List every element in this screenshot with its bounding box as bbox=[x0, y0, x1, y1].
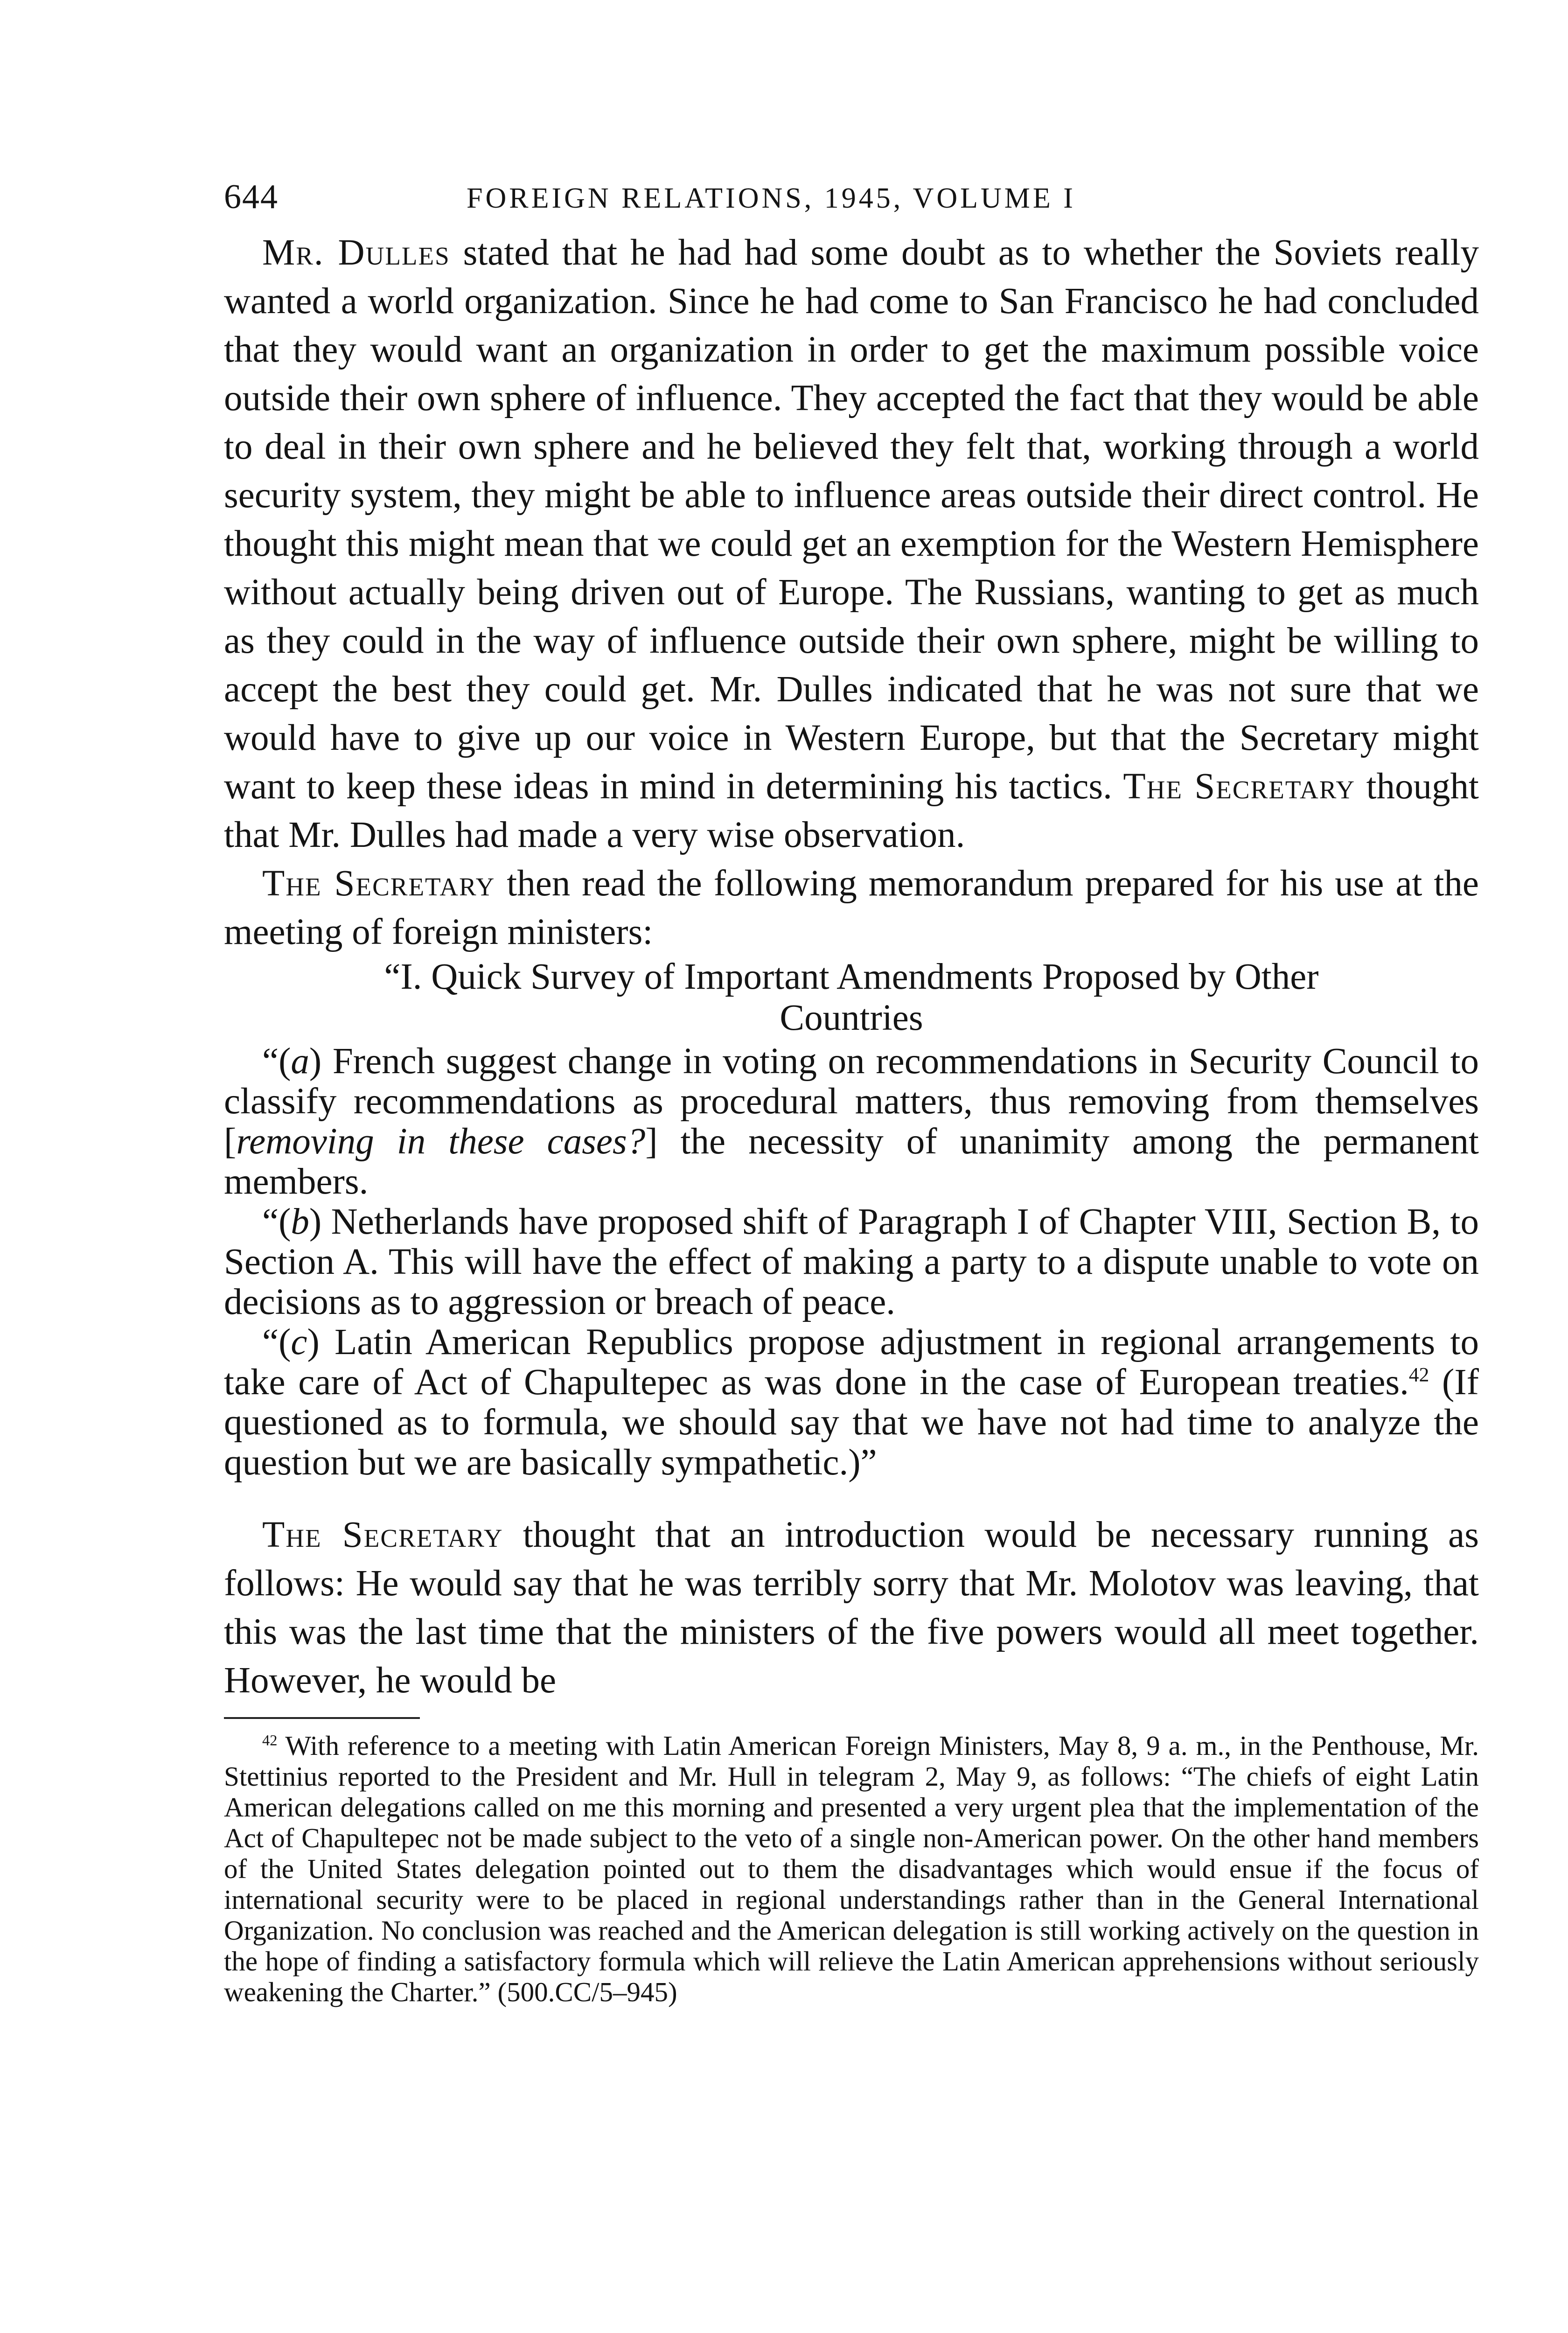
body-text-continued bbox=[224, 1511, 1479, 1705]
memo-item-a bbox=[224, 1041, 1479, 1202]
memo-title-tail: Countries bbox=[780, 998, 923, 1038]
speaker-secretary: The Secretary bbox=[1123, 766, 1356, 807]
memo-title-lead: “I. Quick Survey of Important Amendments Proposed by Other bbox=[384, 957, 1319, 997]
memo-item-b bbox=[224, 1202, 1479, 1322]
running-title: FOREIGN RELATIONS, 1945, VOLUME I bbox=[467, 182, 1076, 214]
memo-title bbox=[224, 957, 1479, 1039]
paragraph-dulles bbox=[224, 229, 1479, 859]
body-text bbox=[224, 229, 1479, 957]
document-page bbox=[224, 177, 1479, 2007]
memo-item-b-open: “( bbox=[262, 1201, 291, 1242]
memo-item-c-text-2: (If questioned as to formula, we should say that we have not had time to analyze the question but we are basically sympathetic.)” bbox=[224, 1362, 1479, 1483]
memo-item-a-text-1: ) French suggest change in voting on recommendations in Security Council to classify recommendations as procedural matters, thus removing from themselves [ bbox=[224, 1041, 1479, 1162]
running-header bbox=[224, 177, 1479, 229]
memo-item-a-text-2: ] the necessity of unanimity among the permanent members. bbox=[224, 1121, 1479, 1202]
memo-item-c-letter: c bbox=[291, 1322, 307, 1362]
paragraph-memo-intro-text: then read the following memorandum prepared for his use at the meeting of foreign ministers: bbox=[224, 863, 1479, 952]
footnote bbox=[224, 1730, 1479, 2007]
speaker-secretary: The Secretary bbox=[262, 863, 495, 904]
page-number: 644 bbox=[224, 178, 279, 216]
paragraph-introduction bbox=[224, 1511, 1479, 1705]
footnote-divider bbox=[224, 1717, 420, 1719]
paragraph-introduction-text: thought that an introduction would be necessary running as follows: He would say that he was terribly sorry that Mr. Molotov was leaving, that this was the last time that the ministers of the five powers would all meet together. However, he would be bbox=[224, 1515, 1479, 1701]
footnote-number: 42 bbox=[262, 1732, 278, 1749]
memo-item-a-editorial-note: removing in these cases? bbox=[236, 1121, 646, 1162]
paragraph-dulles-text-b: thought that Mr. Dulles had made a very wise observation. bbox=[224, 766, 1479, 855]
footnote-text: With reference to a meeting with Latin American Foreign Ministers, May 8, 9 a. m., in the Penthouse, Mr. Stettinius reported to the President and Mr. Hull in telegram 2, May 9, as follows: “The chiefs of eight Latin American delegations called on me this morning and presented a very urgent plea that the implementation of the Act of Chapultepec not be made subject to the veto of a single non-American power. On the other hand members of the United States delegation pointed out to them the disadvantages which would ensue if the focus of international security were to be placed in regional understandings rather than in the General International Organization. No conclusion was reached and the American delegation is still working actively on the question in the hope of finding a satisfactory formula which will relieve the Latin American apprehensions without seriously weakening the Charter.” (500.CC/5–945) bbox=[224, 1730, 1479, 2007]
footnote-reference[interactable]: 42 bbox=[1408, 1363, 1429, 1386]
memo-item-b-letter: b bbox=[291, 1201, 309, 1242]
memorandum bbox=[224, 957, 1479, 1483]
memo-item-a-letter: a bbox=[291, 1041, 309, 1082]
memo-item-c-open: “( bbox=[262, 1322, 291, 1362]
paragraph-memo-intro bbox=[224, 859, 1479, 957]
memo-item-c-text-1: ) Latin American Republics propose adjustment in regional arrangements to take care of Act of Chapultepec as was done in the case of European treaties. bbox=[224, 1322, 1479, 1403]
speaker-dulles: Mr. Dulles bbox=[262, 232, 450, 273]
memo-item-a-open: “( bbox=[262, 1041, 291, 1082]
memo-item-c bbox=[224, 1322, 1479, 1483]
memo-item-b-text: ) Netherlands have proposed shift of Paragraph I of Chapter VIII, Section B, to Section A. This will have the effect of making a party to a dispute unable to vote on decisions as to aggression or breach of peace. bbox=[224, 1201, 1479, 1322]
paragraph-dulles-text-a: stated that he had had some doubt as to whether the Soviets really wanted a world organization. Since he had come to San Francisco he had concluded that they would want an organization in order to get the maximum possible voice outside their own sphere of influence. They accepted the fact that they would be able to deal in their own sphere and he believed they felt that, working through a world security system, they might be able to influence areas outside their direct control. He thought this might mean that we could get an exemption for the Western Hemisphere without actually being driven out of Europe. The Russians, wanting to get as much as they could in the way of influence outside their own sphere, might be willing to accept the best they could get. Mr. Dulles indicated that he was not sure that we would have to give up our voice in Western Europe, but that the Secretary might want to keep these ideas in mind in determining his tactics. bbox=[224, 232, 1479, 807]
speaker-secretary: The Secretary bbox=[262, 1515, 503, 1555]
